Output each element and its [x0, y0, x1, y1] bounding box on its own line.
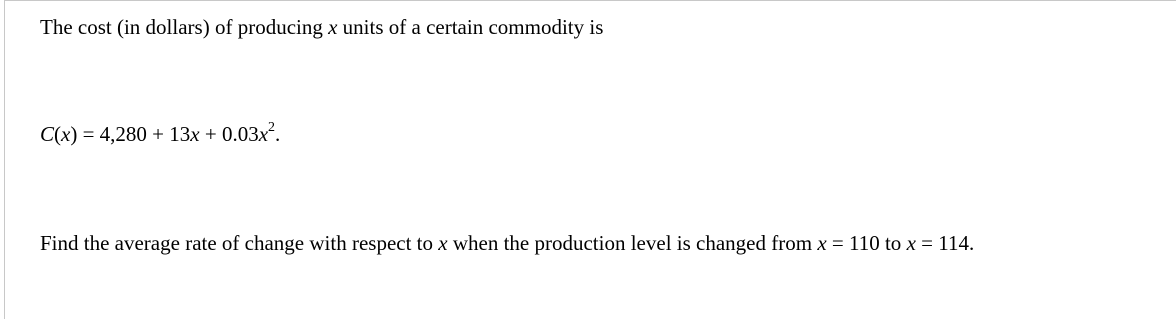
function-argument: x	[61, 122, 71, 146]
problem-panel	[4, 0, 1176, 319]
question-text	[40, 231, 974, 255]
question-part-1: Find the average rate of change with respect to	[40, 231, 439, 255]
problem-intro-text	[40, 15, 603, 39]
question-variable-1: x	[438, 231, 448, 255]
quadratic-coefficient: + 0.03	[199, 122, 259, 146]
question-part-3: = 110 to	[826, 231, 907, 255]
function-name: C	[40, 122, 55, 146]
formula-period: .	[275, 122, 281, 146]
question-variable-3: x	[906, 231, 916, 255]
exponent: 2	[268, 120, 276, 135]
variable-x: x	[328, 15, 338, 39]
quadratic-term-variable: x	[258, 122, 269, 146]
question-part-4: = 114.	[915, 231, 975, 255]
formula-paren-open: (	[54, 122, 62, 146]
formula-constant-terms: ) = 4,280 + 13	[70, 122, 191, 146]
cost-function-formula	[40, 122, 280, 146]
question-variable-2: x	[817, 231, 827, 255]
question-part-2: when the production level is changed from	[447, 231, 818, 255]
intro-text-start: The cost (in dollars) of producing	[40, 15, 329, 39]
intro-text-end: units of a certain commodity is	[337, 15, 604, 39]
linear-term-variable: x	[190, 122, 200, 146]
